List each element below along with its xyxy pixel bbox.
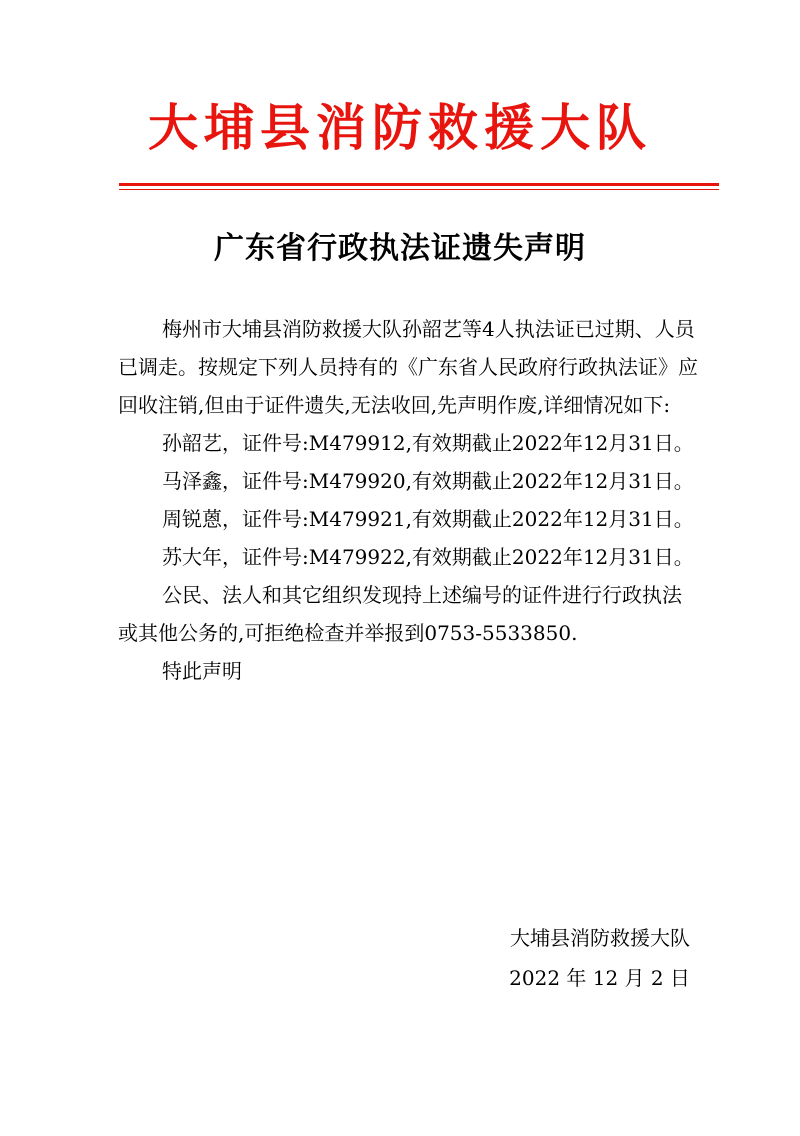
entry-line: 马泽鑫，证件号:M479920,有效期截止2022年12月31日。 (162, 469, 694, 493)
notice-paragraph: 公民、法人和其它组织发现持上述编号的证件进行行政执法或其他公务的,可拒绝检查并举报到0753-5533850. (118, 583, 682, 645)
letterhead-rule-thin (119, 189, 719, 190)
signature-date: 2022 年 12 月 2 日 (509, 966, 690, 990)
intro-paragraph: 梅州市大埔县消防救援大队孙韶艺等4人执法证已过期、人员已调走。按规定下列人员持有的《广东省人民政府行政执法证》应回收注销,但由于证件遗失,无法收回,先声明作废,详细情况如下: (118, 317, 698, 417)
entry-line: 周锐蒽，证件号:M479921,有效期截止2022年12月31日。 (162, 507, 694, 531)
signature-block (430, 918, 690, 998)
closing-line: 特此声明 (162, 659, 242, 683)
entry-line: 苏大年，证件号:M479922,有效期截止2022年12月31日。 (162, 545, 694, 569)
document-title: 广东省行政执法证遗失声明 (214, 231, 586, 266)
document-body (118, 310, 698, 690)
entry-line: 孙韶艺，证件号:M479912,有效期截止2022年12月31日。 (162, 431, 694, 455)
signature-org: 大埔县消防救援大队 (510, 926, 690, 950)
letterhead-rule-thick (119, 183, 719, 186)
letterhead-title: 大埔县消防救援大队 (148, 98, 652, 157)
